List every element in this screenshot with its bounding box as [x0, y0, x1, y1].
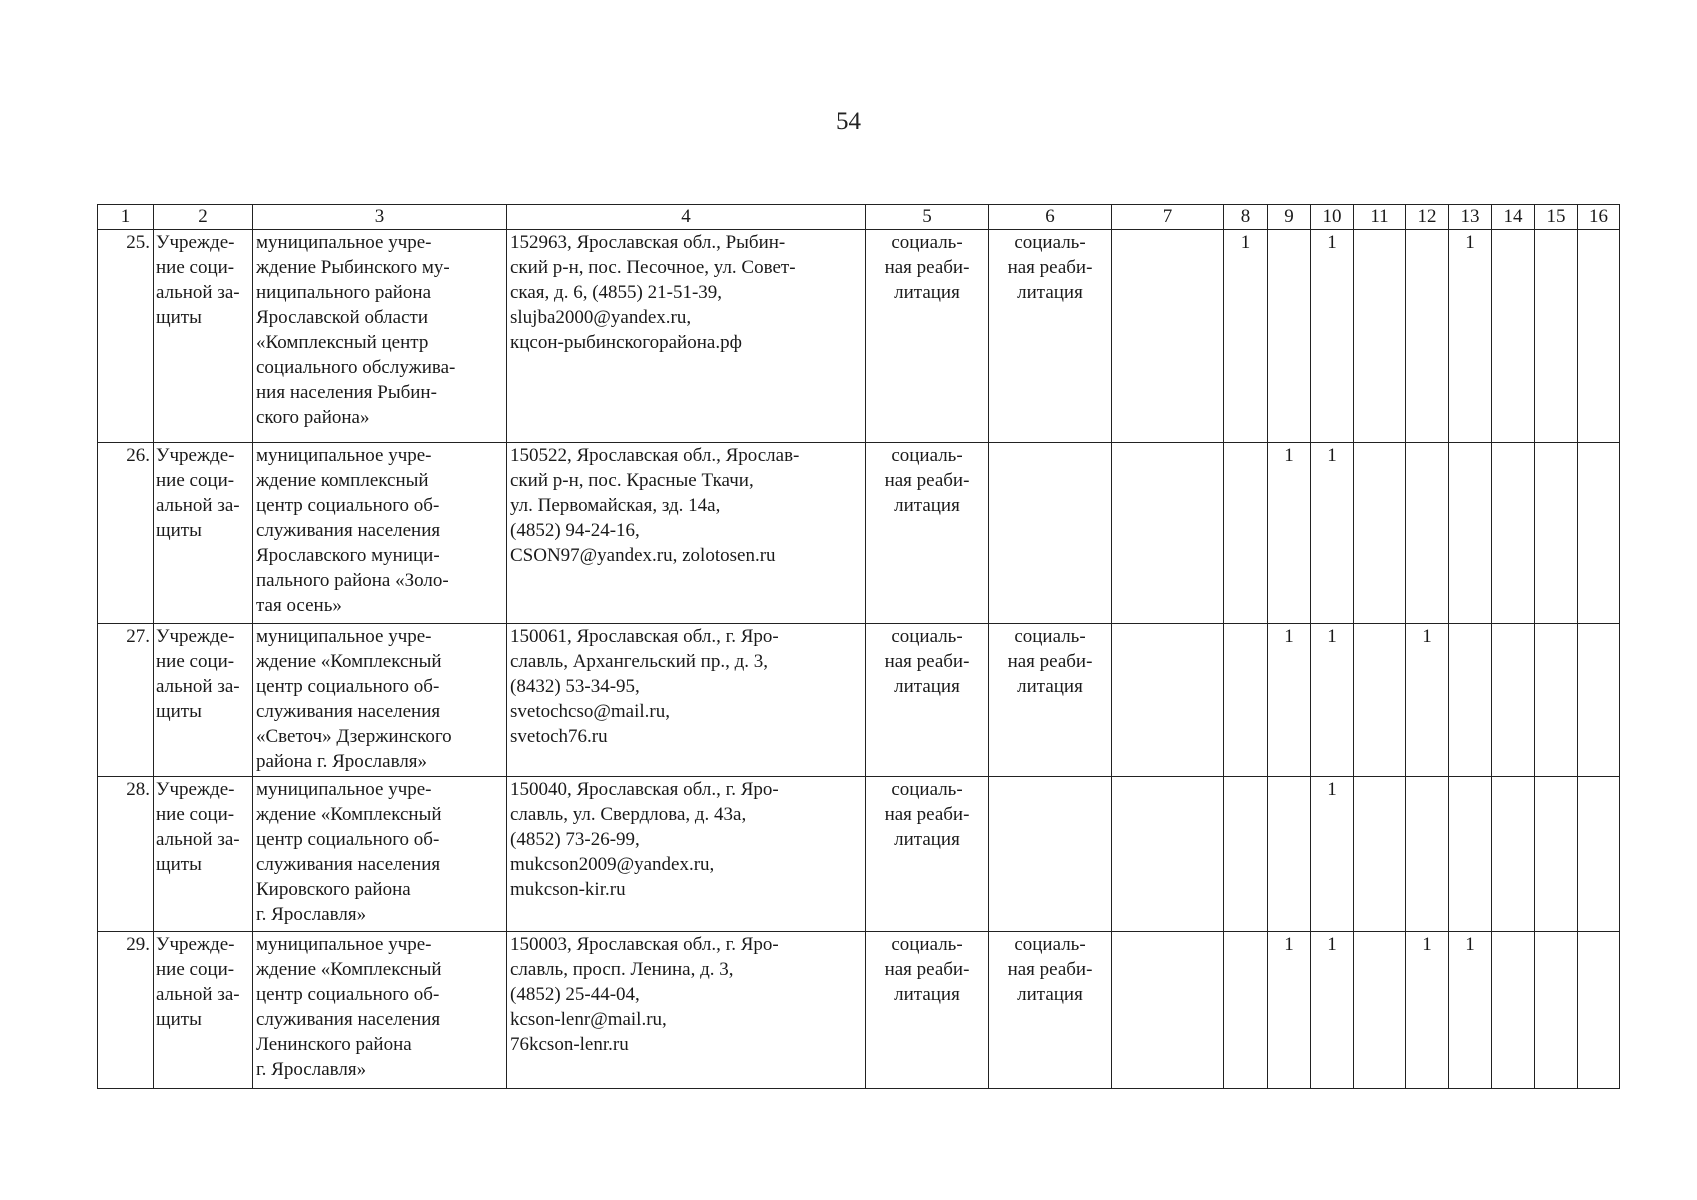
flag-cell-col-16	[1578, 443, 1620, 624]
flag-cell-col-16	[1578, 230, 1620, 443]
institution-address-line: ская, д. 6, (4855) 21-51-39,	[510, 282, 723, 303]
institution-type-line: ние соци-	[156, 804, 235, 825]
institution-name-line: ждение Рыбинского му-	[256, 257, 450, 278]
institution-name-line: тая осень»	[256, 595, 342, 616]
institution-name-line: «Светоч» Дзержинского	[256, 726, 452, 747]
institution-type	[154, 443, 253, 624]
column-7-value	[1112, 777, 1224, 932]
flag-cell-col-11	[1354, 624, 1406, 777]
service-type-secondary	[989, 777, 1112, 932]
institution-type-line: щиты	[156, 307, 202, 328]
service-type-secondary-line: ная реаби-	[1007, 257, 1093, 278]
institution-type	[154, 777, 253, 932]
column-header: 9	[1268, 205, 1311, 230]
flag-cell-col-15	[1535, 624, 1578, 777]
institution-type-line: альной за-	[156, 829, 240, 850]
flag-cell-col-12: 1	[1406, 624, 1449, 777]
row-number: 29.	[98, 932, 154, 1089]
institution-name	[253, 624, 507, 777]
institution-address-line: svetoch76.ru	[510, 726, 608, 747]
institution-name-line: служивания населения	[256, 1009, 441, 1030]
service-type	[866, 443, 989, 624]
institution-type-line: Учрежде-	[156, 445, 235, 466]
institution-type-line: щиты	[156, 520, 202, 541]
flag-cell-col-14	[1492, 624, 1535, 777]
column-7-value	[1112, 624, 1224, 777]
service-type-line: литация	[894, 282, 960, 303]
institution-type	[154, 932, 253, 1089]
column-header: 14	[1492, 205, 1535, 230]
flag-cell-col-10: 1	[1311, 932, 1354, 1089]
institution-address-line: 150061, Ярославская обл., г. Яро-	[510, 626, 779, 647]
flag-cell-col-11	[1354, 777, 1406, 932]
institution-name-line: «Комплексный центр	[256, 332, 429, 353]
column-number-row	[98, 205, 1620, 230]
flag-cell-col-10: 1	[1311, 777, 1354, 932]
institution-type-line: Учрежде-	[156, 779, 235, 800]
row-number: 26.	[98, 443, 154, 624]
institution-name-line: центр социального об-	[256, 984, 440, 1005]
institution-address-line: CSON97@yandex.ru, zolotosen.ru	[510, 545, 776, 566]
service-type-secondary	[989, 624, 1112, 777]
service-type-line: социаль-	[891, 626, 963, 647]
institution-address-line: mukcson2009@yandex.ru,	[510, 854, 715, 875]
institution-address-line: 76kcson-lenr.ru	[510, 1034, 629, 1055]
institution-name-line: ждение «Комплексный	[256, 651, 442, 672]
flag-cell-col-15	[1535, 777, 1578, 932]
institution-address-line: mukcson-kir.ru	[510, 879, 626, 900]
institution-address-line: славль, просп. Ленина, д. 3,	[510, 959, 734, 980]
column-header: 8	[1224, 205, 1268, 230]
institution-name-line: муниципальное учре-	[256, 232, 432, 253]
flag-cell-col-9	[1268, 230, 1311, 443]
column-header: 11	[1354, 205, 1406, 230]
institution-type-line: альной за-	[156, 984, 240, 1005]
institution-type	[154, 230, 253, 443]
flag-cell-col-13: 1	[1449, 230, 1492, 443]
institution-type-line: щиты	[156, 1009, 202, 1030]
flag-cell-col-14	[1492, 443, 1535, 624]
institution-name-line: Ленинского района	[256, 1034, 412, 1055]
row-number: 25.	[98, 230, 154, 443]
institution-name-line: муниципальное учре-	[256, 626, 432, 647]
institution-address-line: 152963, Ярославская обл., Рыбин-	[510, 232, 786, 253]
institution-type-line: щиты	[156, 701, 202, 722]
institution-name-line: центр социального об-	[256, 829, 440, 850]
institution-type-line: Учрежде-	[156, 232, 235, 253]
flag-cell-col-14	[1492, 230, 1535, 443]
flag-cell-col-12	[1406, 230, 1449, 443]
column-7-value	[1112, 230, 1224, 443]
institution-name-line: Кировского района	[256, 879, 411, 900]
institution-address	[507, 777, 866, 932]
flag-cell-col-8	[1224, 624, 1268, 777]
institution-type-line: альной за-	[156, 282, 240, 303]
institution-type-line: альной за-	[156, 495, 240, 516]
institution-name-line: муниципальное учре-	[256, 445, 432, 466]
flag-cell-col-9	[1268, 777, 1311, 932]
service-type	[866, 230, 989, 443]
service-type-secondary-line: литация	[1017, 676, 1083, 697]
institution-name	[253, 443, 507, 624]
service-type-secondary-line: литация	[1017, 984, 1083, 1005]
institution-name-line: муниципальное учре-	[256, 934, 432, 955]
institution-address	[507, 230, 866, 443]
row-number: 28.	[98, 777, 154, 932]
flag-cell-col-10: 1	[1311, 230, 1354, 443]
service-type-line: ная реаби-	[884, 651, 970, 672]
service-type-line: социаль-	[891, 232, 963, 253]
institution-type-line: Учрежде-	[156, 934, 235, 955]
service-type	[866, 932, 989, 1089]
institution-address-line: 150003, Ярославская обл., г. Яро-	[510, 934, 779, 955]
service-type-secondary-line: социаль-	[1014, 626, 1086, 647]
institution-address-line: 150522, Ярославская обл., Ярослав-	[510, 445, 800, 466]
institution-name-line: служивания населения	[256, 854, 441, 875]
service-type-line: литация	[894, 829, 960, 850]
service-type-line: литация	[894, 495, 960, 516]
institutions-table	[97, 204, 1620, 1089]
column-header: 13	[1449, 205, 1492, 230]
institution-name	[253, 932, 507, 1089]
institution-type-line: ние соци-	[156, 651, 235, 672]
institution-address-line: 150040, Ярославская обл., г. Яро-	[510, 779, 779, 800]
service-type-secondary-line: социаль-	[1014, 934, 1086, 955]
column-header: 15	[1535, 205, 1578, 230]
institution-address-line: ский р-н, пос. Красные Ткачи,	[510, 470, 754, 491]
institution-address-line: (4852) 25-44-04,	[510, 984, 640, 1005]
institution-name-line: центр социального об-	[256, 495, 440, 516]
institution-name-line: ждение комплексный	[256, 470, 429, 491]
column-7-value	[1112, 443, 1224, 624]
institution-name-line: ждение «Комплексный	[256, 959, 442, 980]
institution-type-line: ние соци-	[156, 470, 235, 491]
institution-address	[507, 932, 866, 1089]
flag-cell-col-16	[1578, 624, 1620, 777]
column-header: 3	[253, 205, 507, 230]
row-number: 27.	[98, 624, 154, 777]
service-type-line: ная реаби-	[884, 804, 970, 825]
institution-name-line: пального района «Золо-	[256, 570, 449, 591]
service-type-secondary	[989, 443, 1112, 624]
service-type-line: социаль-	[891, 445, 963, 466]
flag-cell-col-8	[1224, 777, 1268, 932]
flag-cell-col-15	[1535, 932, 1578, 1089]
service-type-line: литация	[894, 676, 960, 697]
institution-name-line: ния населения Рыбин-	[256, 382, 437, 403]
column-7-value	[1112, 932, 1224, 1089]
institution-name-line: района г. Ярославля»	[256, 751, 428, 772]
column-header: 7	[1112, 205, 1224, 230]
table-row	[98, 230, 1620, 443]
flag-cell-col-13	[1449, 777, 1492, 932]
institution-name-line: Ярославской области	[256, 307, 428, 328]
column-header: 1	[98, 205, 154, 230]
service-type-line: ная реаби-	[884, 470, 970, 491]
service-type-line: литация	[894, 984, 960, 1005]
flag-cell-col-16	[1578, 932, 1620, 1089]
page-number: 54	[836, 108, 861, 135]
flag-cell-col-8	[1224, 443, 1268, 624]
flag-cell-col-9: 1	[1268, 624, 1311, 777]
institution-address	[507, 624, 866, 777]
column-header: 10	[1311, 205, 1354, 230]
institution-name-line: ниципального района	[256, 282, 432, 303]
table-row	[98, 777, 1620, 932]
institution-type-line: ние соци-	[156, 257, 235, 278]
service-type-line: социаль-	[891, 934, 963, 955]
institution-name-line: социального обслужива-	[256, 357, 456, 378]
institution-type-line: Учрежде-	[156, 626, 235, 647]
institution-address-line: славль, ул. Свердлова, д. 43а,	[510, 804, 747, 825]
institution-name-line: служивания населения	[256, 520, 441, 541]
institution-name-line: г. Ярославля»	[256, 1059, 367, 1080]
flag-cell-col-10: 1	[1311, 624, 1354, 777]
flag-cell-col-11	[1354, 932, 1406, 1089]
institution-address-line: slujba2000@yandex.ru,	[510, 307, 692, 328]
institution-address-line: svetochcso@mail.ru,	[510, 701, 670, 722]
column-header: 4	[507, 205, 866, 230]
flag-cell-col-11	[1354, 443, 1406, 624]
flag-cell-col-12	[1406, 443, 1449, 624]
flag-cell-col-13	[1449, 443, 1492, 624]
column-header: 6	[989, 205, 1112, 230]
flag-cell-col-15	[1535, 443, 1578, 624]
institution-address-line: kcson-lenr@mail.ru,	[510, 1009, 667, 1030]
flag-cell-col-10: 1	[1311, 443, 1354, 624]
institution-name-line: служивания населения	[256, 701, 441, 722]
flag-cell-col-16	[1578, 777, 1620, 932]
service-type-secondary-line: социаль-	[1014, 232, 1086, 253]
service-type-secondary	[989, 230, 1112, 443]
table-row	[98, 443, 1620, 624]
flag-cell-col-15	[1535, 230, 1578, 443]
institution-address-line: (4852) 94-24-16,	[510, 520, 640, 541]
institution-name	[253, 777, 507, 932]
service-type-secondary-line: литация	[1017, 282, 1083, 303]
column-header: 2	[154, 205, 253, 230]
institution-name-line: г. Ярославля»	[256, 904, 367, 925]
service-type-secondary-line: ная реаби-	[1007, 651, 1093, 672]
flag-cell-col-11	[1354, 230, 1406, 443]
institution-address	[507, 443, 866, 624]
service-type	[866, 777, 989, 932]
institution-name-line: муниципальное учре-	[256, 779, 432, 800]
service-type-line: ная реаби-	[884, 959, 970, 980]
column-header: 16	[1578, 205, 1620, 230]
flag-cell-col-13: 1	[1449, 932, 1492, 1089]
flag-cell-col-14	[1492, 932, 1535, 1089]
institution-address-line: ский р-н, пос. Песочное, ул. Совет-	[510, 257, 796, 278]
flag-cell-col-9: 1	[1268, 443, 1311, 624]
flag-cell-col-13	[1449, 624, 1492, 777]
service-type-secondary-line: ная реаби-	[1007, 959, 1093, 980]
institution-type-line: ние соци-	[156, 959, 235, 980]
flag-cell-col-8	[1224, 932, 1268, 1089]
column-header: 5	[866, 205, 989, 230]
service-type-line: социаль-	[891, 779, 963, 800]
service-type-secondary	[989, 932, 1112, 1089]
flag-cell-col-14	[1492, 777, 1535, 932]
institution-address-line: славль, Архангельский пр., д. 3,	[510, 651, 768, 672]
table-body	[98, 230, 1620, 1089]
column-header: 12	[1406, 205, 1449, 230]
table-row	[98, 624, 1620, 777]
flag-cell-col-8: 1	[1224, 230, 1268, 443]
institution-name	[253, 230, 507, 443]
service-type-line: ная реаби-	[884, 257, 970, 278]
flag-cell-col-12	[1406, 777, 1449, 932]
service-type	[866, 624, 989, 777]
institution-address-line: (4852) 73-26-99,	[510, 829, 640, 850]
flag-cell-col-12: 1	[1406, 932, 1449, 1089]
institution-name-line: центр социального об-	[256, 676, 440, 697]
institution-address-line: (8432) 53-34-95,	[510, 676, 640, 697]
institution-name-line: Ярославского муници-	[256, 545, 440, 566]
institution-type-line: альной за-	[156, 676, 240, 697]
table-row	[98, 932, 1620, 1089]
institution-type-line: щиты	[156, 854, 202, 875]
flag-cell-col-9: 1	[1268, 932, 1311, 1089]
institution-address-line: кцсон-рыбинскогорайона.рф	[510, 332, 742, 353]
institution-address-line: ул. Первомайская, зд. 14а,	[510, 495, 721, 516]
institution-name-line: ского района»	[256, 407, 370, 428]
institution-name-line: ждение «Комплексный	[256, 804, 442, 825]
institution-type	[154, 624, 253, 777]
